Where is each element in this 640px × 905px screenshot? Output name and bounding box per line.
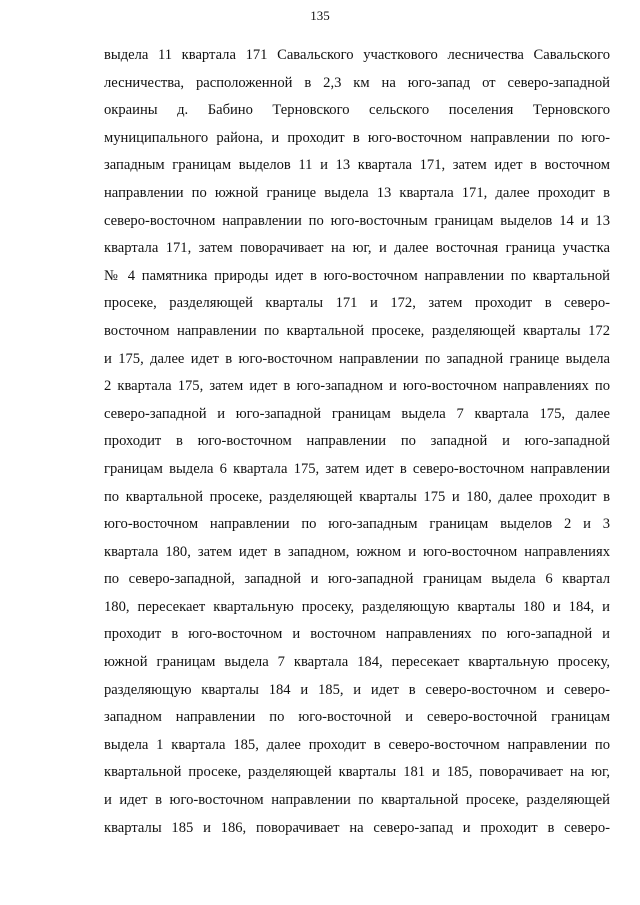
text-line: северо-восточном направлении по юго-восточным границам выделов 14 и 13 xyxy=(104,212,610,229)
text-line: окраины д. Бабино Терновского сельского поселения Терновского xyxy=(104,102,610,119)
text-line: западным границам выделов 11 и 13 квартала 171, затем идет в восточном xyxy=(104,157,610,174)
body-text xyxy=(104,42,610,842)
text-line: по квартальной просеке, разделяющей кварталы 175 и 180, далее проходит в xyxy=(104,488,610,505)
text-line: выдела 11 квартала 171 Савальского участкового лесничества Савальского xyxy=(104,47,610,63)
text-line: муниципального района, и проходит в юго-восточном направлении по юго- xyxy=(104,129,610,146)
text-line: № 4 памятника природы идет в юго-восточном направлении по квартальной xyxy=(104,267,610,284)
text-line: проходит в юго-восточном и восточном направлениях по юго-западной и xyxy=(104,626,610,643)
text-line: направлении по южной границе выдела 13 квартала 171, далее проходит в xyxy=(104,184,610,201)
text-line: кварталы 185 и 186, поворачивает на северо-запад и проходит в северо- xyxy=(104,819,610,836)
text-line: квартала 171, затем поворачивает на юг, и далее восточная граница участка xyxy=(104,240,610,257)
text-line: границам выдела 6 квартала 175, затем идет в северо-восточном направлении xyxy=(104,460,610,477)
text-line: западном направлении по юго-восточной и северо-восточной границам xyxy=(104,709,610,726)
text-line: восточном направлении по квартальной просеке, разделяющей кварталы 172 xyxy=(104,322,610,339)
text-line: юго-восточном направлении по юго-западным границам выделов 2 и 3 xyxy=(104,516,610,533)
text-line: выдела 1 квартала 185, далее проходит в северо-восточном направлении по xyxy=(104,736,610,753)
text-line: и 175, далее идет в юго-восточном направлении по западной границе выдела xyxy=(104,350,610,367)
text-line: по северо-западной, западной и юго-западной границам выдела 6 квартал xyxy=(104,571,610,588)
page-number: 135 xyxy=(310,8,330,23)
text-line: южной границам выдела 7 квартала 184, пересекает квартальную просеку, xyxy=(104,654,610,671)
text-line: просеке, разделяющей кварталы 171 и 172, затем проходит в северо- xyxy=(104,295,610,312)
text-line: разделяющую кварталы 184 и 185, и идет в северо-восточном и северо- xyxy=(104,681,610,698)
text-line: лесничества, расположенной в 2,3 км на юго-запад от северо-западной xyxy=(104,74,610,91)
text-line: северо-западной и юго-западной границам выдела 7 квартала 175, далее xyxy=(104,405,610,422)
text-line: 180, пересекает квартальную просеку, разделяющую кварталы 180 и 184, и xyxy=(104,598,610,615)
text-line: квартальной просеке, разделяющей кварталы 181 и 185, поворачивает на юг, xyxy=(104,764,610,781)
text-line: квартала 180, затем идет в западном, южном и юго-восточном направлениях xyxy=(104,543,610,560)
text-line: 2 квартала 175, затем идет в юго-западном и юго-восточном направлениях по xyxy=(104,378,610,395)
text-line: и идет в юго-восточном направлении по квартальной просеке, разделяющей xyxy=(104,792,610,809)
text-line: проходит в юго-восточном направлении по западной и юго-западной xyxy=(104,433,610,450)
